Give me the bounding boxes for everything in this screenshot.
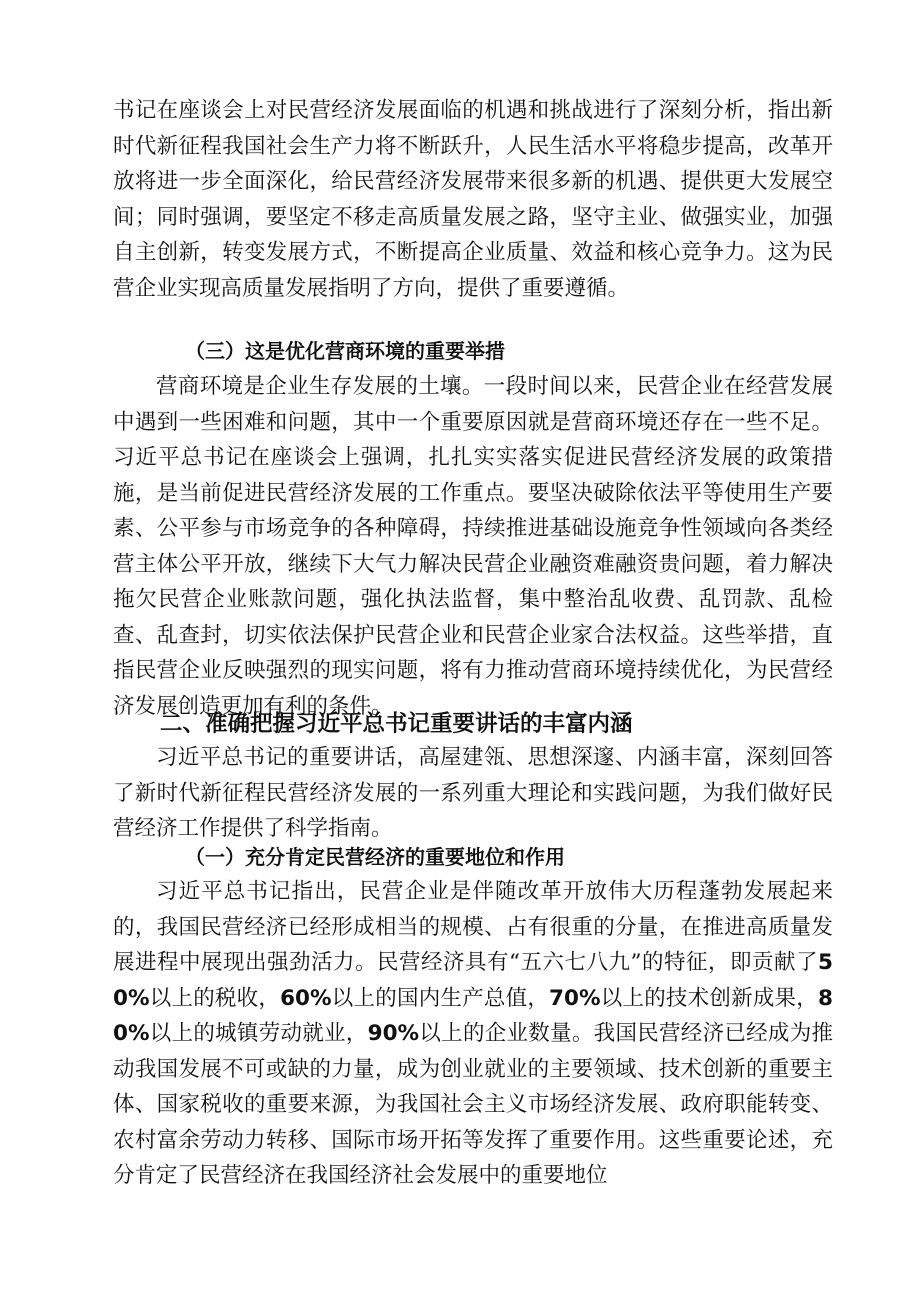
paragraph-role-text-e: 以上的城镇劳动就业， [149, 1021, 368, 1046]
paragraph-continuation: 书记在座谈会上对民营经济发展面临的机遇和挑战进行了深刻分析，指出新时代新征程我国社会生产力将不断跃升，人民生活水平将稳步提高，改革开放将进一步全面深化，给民营经济发展带来很多新的机遇、提供更大发展空间；同时强调，要坚定不移走高质量发展之路，坚守主业、做强实业，加强自主创新，转变发展方式，不断提高企业质量、效益和核心竞争力。这为民营企业实现高质量发展指明了方向，提供了重要遵循。 [113, 98, 833, 301]
stat-90-percent: 90% [367, 1021, 420, 1046]
subheading-role: （一）充分肯定民营经济的重要地位和作用 [185, 845, 565, 869]
paragraph-business-environment: 营商环境是企业生存发展的土壤。一段时间以来，民营企业在经营发展中遇到一些困难和问题，其中一个重要原因就是营商环境还存在一些不足。习近平总书记在座谈会上强调，扎扎实实落实促进民营经济发展的政策措施，是当前促进民营经济发展的工作重点。要坚决破除依法平等使用生产要素、公平参与市场竞争的各种障碍，持续推进基础设施竞争性领域向各类经营主体公平开放，继续下大气力解决民营企业融资难融资贵问题，着力解决拖欠民营企业账款问题，强化执法监督，集中整治乱收费、乱罚款、乱检查、乱查封，切实依法保护民营企业和民营企业家合法权益。这些举措，直指民营企业反映强烈的现实问题，将有力推动营商环境持续优化，为民营经济发展创造更加有利的条件。 [113, 374, 833, 719]
stat-70-percent: 70% [549, 985, 601, 1011]
paragraph-role-text-d: 以上的技术创新成果， [600, 985, 818, 1011]
stat-50-percent: 50% [113, 950, 833, 1011]
stat-60-percent: 60% [280, 985, 332, 1011]
paragraph-role-text-c: 以上的国内生产总值， [331, 985, 550, 1011]
paragraph-role-text-b: 以上的税收， [149, 985, 281, 1011]
paragraph-role [113, 874, 833, 1194]
stat-80-percent: 80% [113, 985, 833, 1046]
subheading-business-environment: （三）这是优化营商环境的重要举措 [185, 339, 505, 363]
paragraph-speech: 习近平总书记的重要讲话，高屋建瓴、思想深邃、内涵丰富，深刻回答了新时代新征程民营经济发展的一系列重大理论和实践问题，为我们做好民营经济工作提供了科学指南。 [113, 745, 833, 841]
paragraph-role-text-a: 习近平总书记指出，民营企业是伴随改革开放伟大历程蓬勃发展起来的，我国民营经济已经形成相当的规模、占有很重的分量，在推进高质量发展进程中展现出强劲活力。民营经济具有“五六七八九”的特征，即贡献了 [113, 879, 833, 975]
paragraph-role-text-f: 以上的企业数量。我国民营经济已经成为推动我国发展不可或缺的力量，成为创业就业的主要领域、技术创新的重要主体、国家税收的重要来源，为我国社会主义市场经济发展、政府职能转变、农村富余劳动力转移、国际市场开拓等发挥了重要作用。这些重要论述，充分肯定了民营经济在我国经济社会发展中的重要地位 [113, 1021, 833, 1188]
section-heading-2: 二、准确把握习近平总书记重要讲话的丰富内涵 [160, 711, 633, 737]
